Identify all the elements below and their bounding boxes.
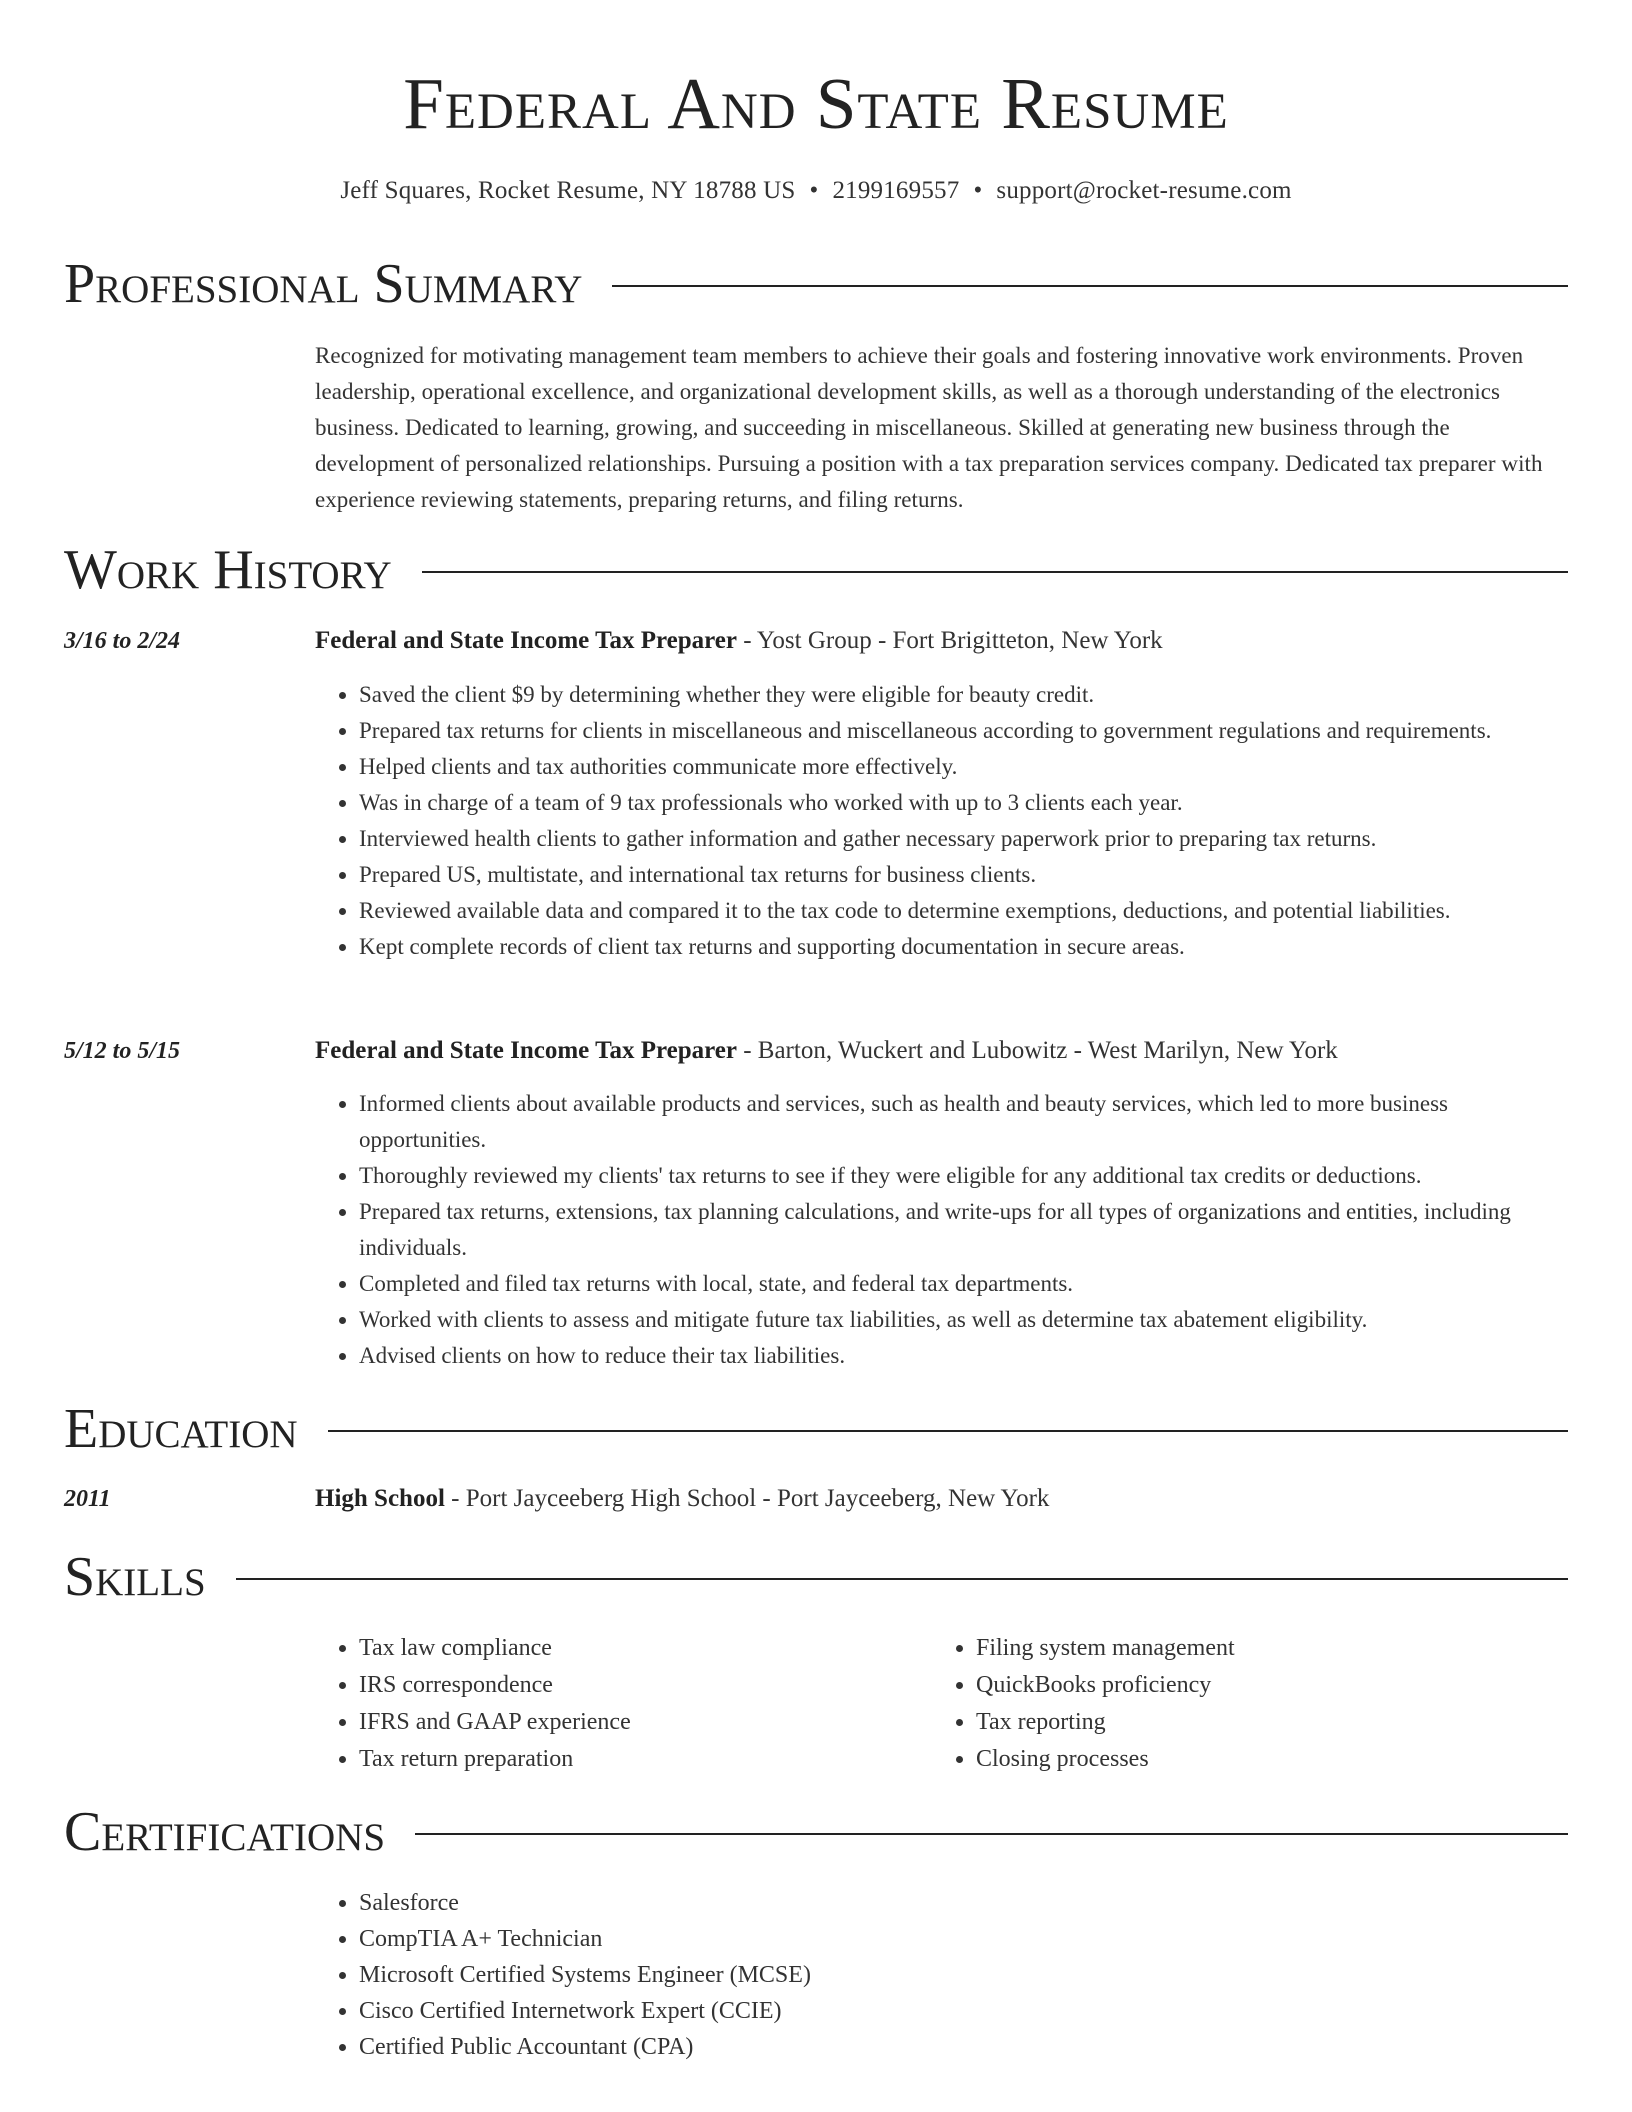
skill-item: • Closing processes [976, 1741, 1552, 1778]
skill-item: • IRS correspondence [359, 1667, 915, 1704]
section-heading: Work History [64, 539, 392, 601]
education-degree: High School [315, 1485, 445, 1512]
section-heading: Certifications [64, 1801, 386, 1863]
list-item: • Helped clients and tax authorities communicate more effectively. [359, 749, 1568, 785]
list-item: • Thoroughly reviewed my clients' tax returns to see if they were eligible for any additional tax credits or deductions. [359, 1158, 1568, 1194]
job-bullets [315, 677, 1568, 965]
list-item: • Prepared tax returns, extensions, tax planning calculations, and write-ups for all types of organizations and entities, including individuals. [359, 1194, 1568, 1266]
certification-item: • Salesforce [359, 1885, 1568, 1921]
skill-item: • Tax law compliance [359, 1630, 915, 1667]
skill-item: • Filing system management [976, 1630, 1552, 1667]
section-heading: Education [64, 1398, 298, 1460]
certification-item: • Microsoft Certified Systems Engineer (MCSE) [359, 1957, 1568, 1993]
contact-line [0, 174, 1632, 208]
skills-list-right [932, 1630, 1552, 1778]
skill-item: • Tax return preparation [359, 1741, 915, 1778]
education-dates: 2011 [64, 1486, 111, 1512]
section-divider [422, 571, 1568, 573]
list-item: • Saved the client $9 by determining whether they were eligible for beauty credit. [359, 677, 1568, 713]
section-divider [236, 1578, 1568, 1580]
resume-name: Federal And State Resume [403, 63, 1229, 144]
list-item: • Worked with clients to assess and mitigate future tax liabilities, as well as determine tax abatement eligibility. [359, 1302, 1568, 1338]
education-heading [315, 1481, 1568, 1517]
job-dates: 5/12 to 5/15 [64, 1038, 181, 1064]
skills-list-left [315, 1630, 915, 1778]
list-item: • Kept complete records of client tax returns and supporting documentation in secure areas. [359, 929, 1568, 965]
job-heading [315, 623, 1568, 659]
skill-item: • Tax reporting [976, 1704, 1552, 1741]
section-heading: Professional Summary [64, 253, 583, 315]
certification-item: • Cisco Certified Internetwork Expert (CCIE) [359, 1993, 1568, 2029]
contact-email: support@rocket-resume.com [996, 177, 1292, 204]
job-title: Federal and State Income Tax Preparer [315, 1037, 737, 1064]
job-bullets [315, 1086, 1568, 1374]
education-details: - Port Jayceeberg High School - Port Jayceeberg, New York [444, 1485, 1050, 1512]
section-certifications [64, 1800, 1568, 1864]
job-details: - Yost Group - Fort Brigitteton, New York [736, 627, 1163, 654]
contact-separator: • [973, 177, 983, 204]
certifications-list [315, 1885, 1568, 2065]
list-item: • Advised clients on how to reduce their tax liabilities. [359, 1338, 1568, 1374]
contact-address: Jeff Squares, Rocket Resume, NY 18788 US [340, 177, 796, 204]
section-divider [612, 285, 1568, 287]
job-heading [315, 1033, 1568, 1069]
job-dates: 3/16 to 2/24 [64, 628, 181, 654]
job-details: - Barton, Wuckert and Lubowitz - West Marilyn, New York [736, 1037, 1338, 1064]
list-item: • Prepared US, multistate, and international tax returns for business clients. [359, 857, 1568, 893]
section-heading: Skills [64, 1546, 206, 1608]
section-work-history [64, 538, 1568, 602]
job-title: Federal and State Income Tax Preparer [315, 627, 737, 654]
contact-separator: • [809, 177, 819, 204]
section-divider [328, 1430, 1568, 1432]
list-item: • Informed clients about available products and services, such as health and beauty services, which led to more business opportunities. [359, 1086, 1568, 1158]
section-divider [415, 1833, 1568, 1835]
section-skills [64, 1545, 1568, 1609]
list-item: • Interviewed health clients to gather information and gather necessary paperwork prior to preparing tax returns. [359, 821, 1568, 857]
skill-item: • QuickBooks proficiency [976, 1667, 1552, 1704]
section-professional-summary [64, 252, 1568, 316]
list-item: • Was in charge of a team of 9 tax professionals who worked with up to 3 clients each year. [359, 785, 1568, 821]
certification-item: • Certified Public Accountant (CPA) [359, 2029, 1568, 2065]
skill-item: • IFRS and GAAP experience [359, 1704, 915, 1741]
section-education [64, 1397, 1568, 1461]
list-item: • Prepared tax returns for clients in miscellaneous and miscellaneous according to government regulations and requirements. [359, 713, 1568, 749]
summary-text: Recognized for motivating management team members to achieve their goals and fostering innovative work environments. Proven leadership, operational excellence, and organizational development skills, as well as a thorough understanding of the electronics business. Dedicated to learning, growing, and succeeding in miscellaneous. Skilled at generating new business through the development of personalized relationships. Pursuing a position with a tax preparation services company. Dedicated tax preparer with experience reviewing statements, preparing returns, and filing returns. [315, 343, 1543, 512]
certification-item: • CompTIA A+ Technician [359, 1921, 1568, 1957]
list-item: • Reviewed available data and compared it to the tax code to determine exemptions, deductions, and potential liabilities. [359, 893, 1568, 929]
list-item: • Completed and filed tax returns with local, state, and federal tax departments. [359, 1266, 1568, 1302]
contact-phone: 2199169557 [832, 177, 960, 204]
